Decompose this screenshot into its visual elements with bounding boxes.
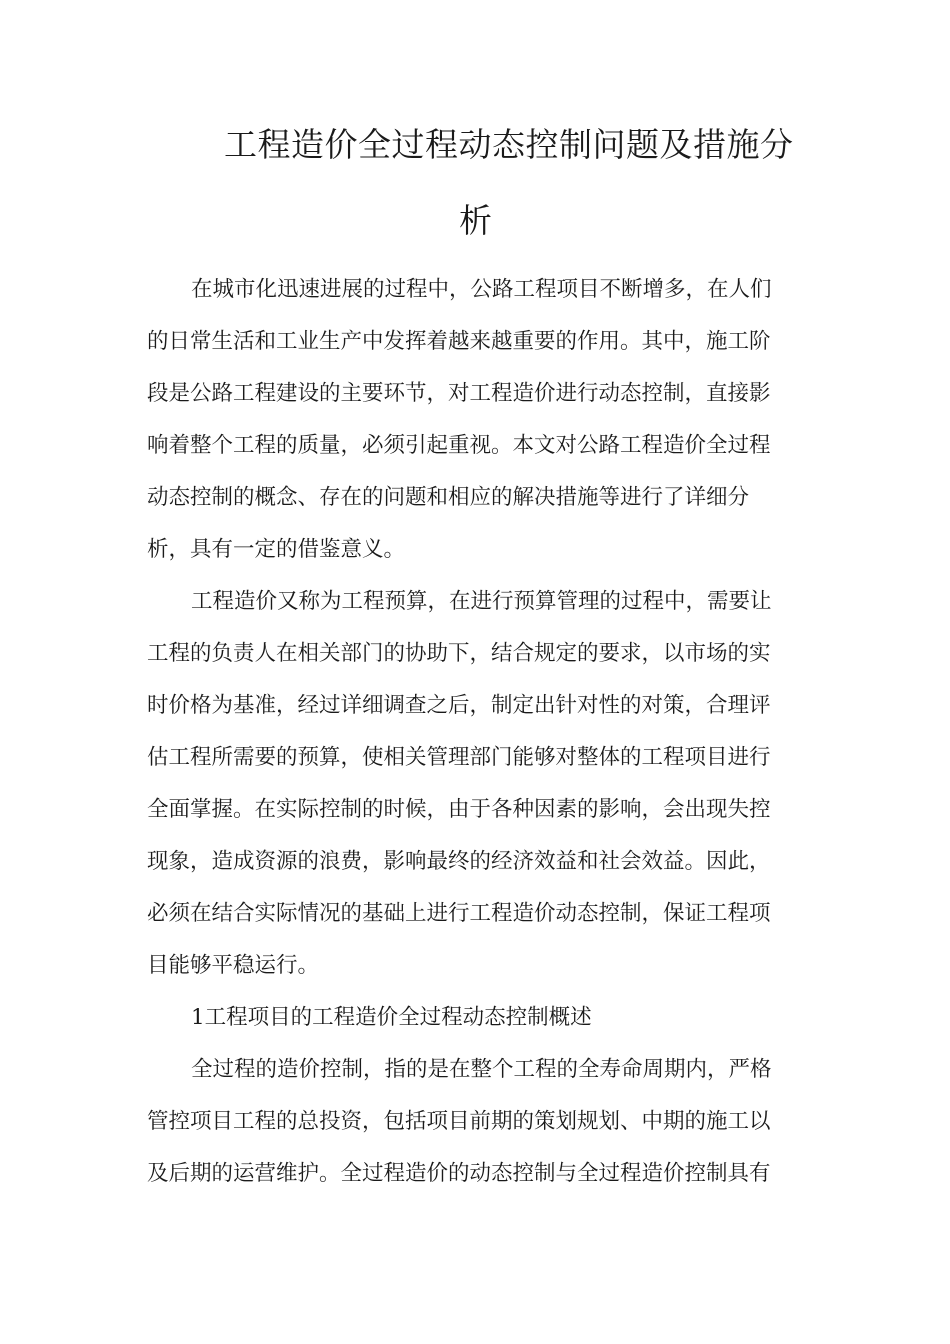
paragraph-line: 必须在结合实际情况的基础上进行工程造价动态控制，保证工程项 <box>147 901 771 926</box>
paragraph-line: 段是公路工程建设的主要环节，对工程造价进行动态控制，直接影 <box>147 381 771 406</box>
section-heading-1 <box>147 992 807 1044</box>
paragraph-overview <box>147 1044 807 1200</box>
section-heading-text: 1工程项目的工程造价全过程动态控制概述 <box>191 1005 592 1030</box>
paragraph-intro <box>147 264 807 576</box>
paragraph-line: 响着整个工程的质量，必须引起重视。本文对公路工程造价全过程 <box>147 433 771 458</box>
paragraph-line: 现象，造成资源的浪费，影响最终的经济效益和社会效益。因此， <box>147 849 771 874</box>
paragraph-line: 动态控制的概念、存在的问题和相应的解决措施等进行了详细分 <box>147 485 750 510</box>
paragraph-line: 析，具有一定的借鉴意义。 <box>147 537 406 562</box>
paragraph-line: 全面掌握。在实际控制的时候，由于各种因素的影响，会出现失控 <box>147 797 771 822</box>
paragraph-line: 工程造价又称为工程预算，在进行预算管理的过程中，需要让 <box>191 589 772 614</box>
paragraph-line: 全过程的造价控制，指的是在整个工程的全寿命周期内，严格 <box>191 1057 772 1082</box>
document-title-line-1: 工程造价全过程动态控制问题及措施分 <box>224 125 794 164</box>
paragraph-line: 估工程所需要的预算，使相关管理部门能够对整体的工程项目进行 <box>147 745 771 770</box>
paragraph-line: 在城市化迅速进展的过程中，公路工程项目不断增多，在人们 <box>191 277 772 302</box>
paragraph-line: 及后期的运营维护。全过程造价的动态控制与全过程造价控制具有 <box>147 1161 771 1186</box>
paragraph-line: 目能够平稳运行。 <box>147 953 320 978</box>
paragraph-budget <box>147 576 807 992</box>
paragraph-line: 时价格为基准，经过详细调查之后，制定出针对性的对策，合理评 <box>147 693 771 718</box>
paragraph-line: 工程的负责人在相关部门的协助下，结合规定的要求，以市场的实 <box>147 641 771 666</box>
document-title-line-2: 析 <box>459 201 492 240</box>
paragraph-line: 的日常生活和工业生产中发挥着越来越重要的作用。其中，施工阶 <box>147 329 771 354</box>
paragraph-line: 管控项目工程的总投资，包括项目前期的策划规划、中期的施工以 <box>147 1109 771 1134</box>
